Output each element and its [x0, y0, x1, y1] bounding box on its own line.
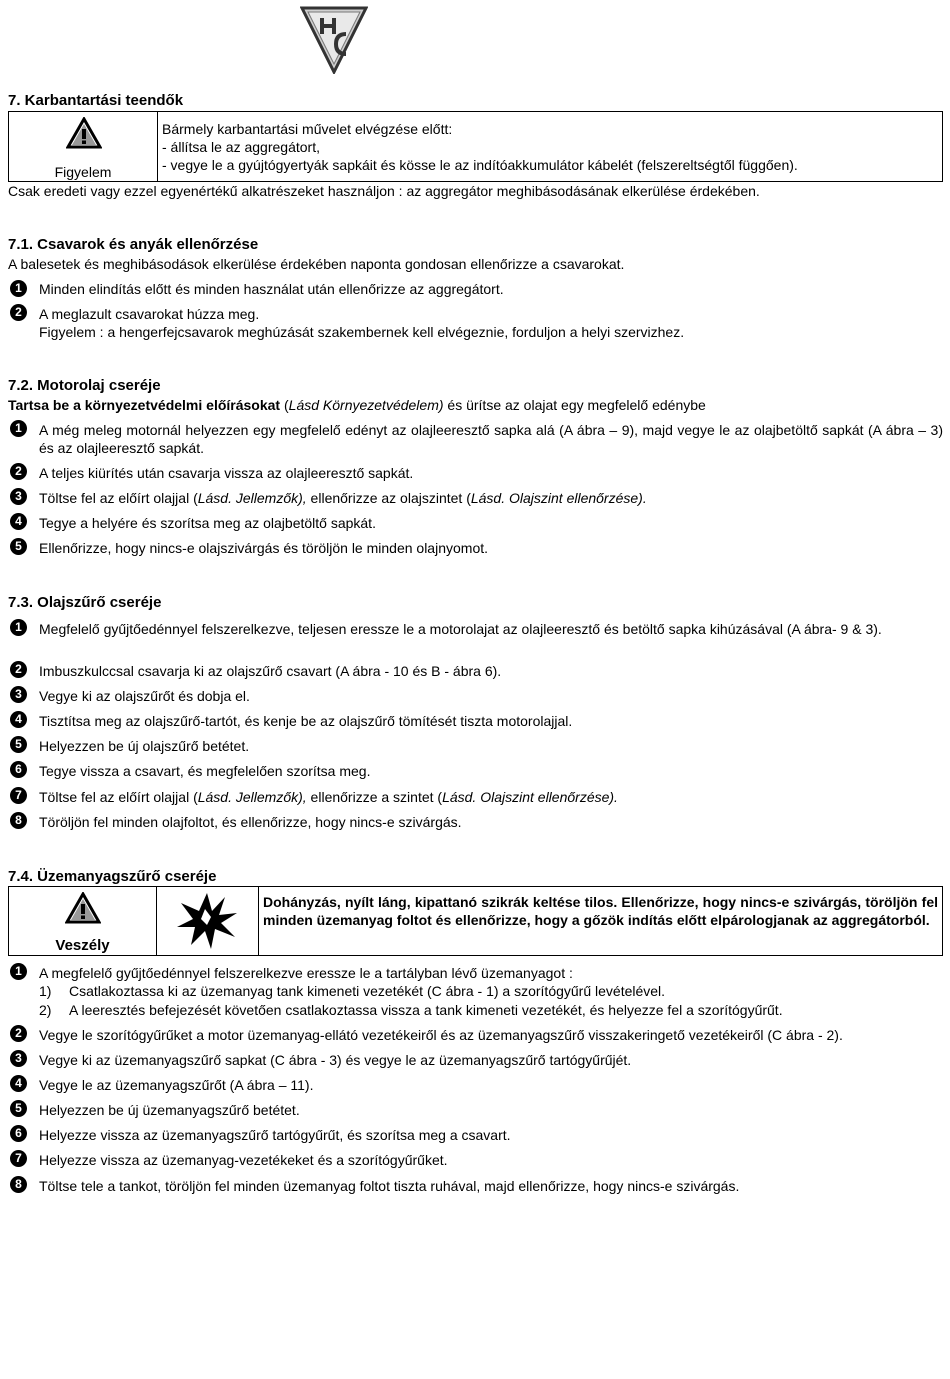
caution-line: - vegye le a gyújtógyertyák sapkáit és kösse le az indítóakkumulátor kábelét (felszereltségtől függően). [162, 157, 798, 173]
step-number: 3 [10, 1050, 27, 1067]
section-title: 7. Karbantartási teendők [8, 92, 184, 109]
explosion-icon [175, 891, 239, 951]
section-7-4-title: 7.4. Üzemanyagszűrő cseréje [8, 868, 217, 885]
section-7-2-intro [8, 396, 706, 414]
section-7-2-title: 7.2. Motorolaj cseréje [8, 377, 161, 394]
step-number: 1 [10, 420, 27, 437]
intro-italic: Lásd Környezetvédelem) [288, 397, 444, 413]
step-text: Töltse tele a tankot, töröljön fel minden üzemanyag foltot tiszta ruhával, majd ellenőrizze, hogy nincs-e szivárgás. [39, 1178, 740, 1194]
step-number: 1 [10, 280, 27, 297]
step-number: 3 [10, 488, 27, 505]
sub-step: 2) A leeresztés befejezését követően csatlakoztassa vissza a tank kimeneti vezetékét, és helyezze fel a szorítógyűrűt. [39, 1002, 783, 1018]
danger-text-cell [259, 887, 943, 956]
intro-paren: ( [280, 397, 289, 413]
step-text: Vegye ki az olajszűrőt és dobja el. [39, 688, 250, 704]
danger-text: Dohányzás, nyílt láng, kipattanó szikrák keltése tilos. Ellenőrizze, hogy nincs-e szivárgás, töröljön fel minden üzemanyag foltot és ellenőrizze, hogy a gőzök indítás előtt elpárologjanak az aggregátorból. [263, 894, 938, 928]
intro-rest: és ürítse az olajat egy megfelelő edénybe [443, 397, 706, 413]
caution-line: - állítsa le az aggregátort, [162, 139, 320, 155]
warning-icon [66, 117, 102, 149]
step-number: 5 [10, 1100, 27, 1117]
step-text: Vegye le szorítógyűrűket a motor üzemanyag-ellátó vezetékeiről és az üzemanyagszűrő visszakeringető vezetékeiről (C ábra - 2). [39, 1027, 843, 1043]
step-note: Figyelem : a hengerfejcsavarok meghúzását szakembernek kell elvégeznie, forduljon a helyi szervizhez. [39, 324, 685, 340]
step-number: 4 [10, 513, 27, 530]
step-text: Ellenőrizze, hogy nincs-e olajszivárgás és töröljön le minden olajnyomot. [39, 540, 489, 556]
caution-cell [9, 112, 158, 182]
step-number: 3 [10, 686, 27, 703]
step-number: 1 [10, 963, 27, 980]
step-text: A teljes kiürítés után csavarja vissza az olajleeresztő sapkát. [39, 465, 414, 481]
step-number: 1 [10, 619, 27, 636]
warning-icon [65, 892, 101, 924]
step-number: 5 [10, 538, 27, 555]
step-number: 8 [10, 1176, 27, 1193]
step-text: A még meleg motornál helyezzen egy megfelelő edényt az olajleeresztő sapka alá (A ábra – 9), majd vegye le az olajbetöltő sapkát (A ábra – 3) és az olajleeresztő sapkát. [39, 422, 943, 456]
danger-box [8, 886, 943, 956]
step-text: Vegye ki az üzemanyagszűrő sapkat (C ábra - 3) és vegye le az üzemanyagszűrő tartógyűrűjét. [39, 1052, 632, 1068]
section-7-1-title: 7.1. Csavarok és anyák ellenőrzése [8, 236, 259, 253]
step-number: 2 [10, 1025, 27, 1042]
step-text: Helyezze vissza az üzemanyagszűrő tartógyűrűt, és szorítsa meg a csavart. [39, 1127, 511, 1143]
step-text: Helyezzen be új olajszűrő betétet. [39, 738, 250, 754]
step-number: 2 [10, 304, 27, 321]
step-text: Imbuszkulccsal csavarja ki az olajszűrő csavart (A ábra - 10 és B - ábra 6). [39, 663, 502, 679]
step-number: 5 [10, 736, 27, 753]
step-number: 7 [10, 1150, 27, 1167]
step-text: Megfelelő gyűjtőedénnyel felszerelkezve, teljesen eressze le a motorolajat az olajleeresztő és betöltő sapka kihúzásával (A ábra- 9 & 3). [39, 621, 882, 637]
intro-bold: Tartsa be a környezetvédelmi előírásokat [8, 397, 281, 413]
section-7-1-intro: A balesetek és meghibásodások elkerülése érdekében naponta gondosan ellenőrizze a csavarokat. [8, 256, 625, 272]
danger-label: Veszély [55, 937, 110, 954]
section-7-3-title: 7.3. Olajszűrő cseréje [8, 594, 162, 611]
step-number: 4 [10, 711, 27, 728]
step-text: Helyezze vissza az üzemanyag-vezetékeket és a szorítógyűrűket. [39, 1152, 448, 1168]
step-text: Tegye vissza a csavart, és megfelelően szorítsa meg. [39, 763, 371, 779]
step-text: Töltse fel az előírt olajjal (Lásd. Jellemzők), ellenőrizze a szintet (Lásd. Olajszint ellenőrzése). [39, 789, 618, 805]
step-number: 2 [10, 661, 27, 678]
step-number: 2 [10, 463, 27, 480]
danger-explosion-cell [157, 887, 259, 956]
step-text: Töröljön fel minden olajfoltot, és ellenőrizze, hogy nincs-e szivárgás. [39, 814, 462, 830]
step-text: Vegye le az üzemanyagszűrőt (A ábra – 11). [39, 1077, 314, 1093]
brand-logo [300, 4, 368, 74]
step-text: Tisztítsa meg az olajszűrő-tartót, és kenje be az olajszűrő tömítését tiszta motorolajjal. [39, 713, 573, 729]
step-text: Tegye a helyére és szorítsa meg az olajbetöltő sapkát. [39, 515, 376, 531]
step-text: Helyezzen be új üzemanyagszűrő betétet. [39, 1102, 300, 1118]
caution-label: Figyelem [54, 164, 112, 180]
danger-warning-cell [9, 887, 157, 956]
parts-note: Csak eredeti vagy ezzel egyenértékű alkatrészeket használjon : az aggregátor meghibásodásának elkerülése érdekében. [8, 183, 760, 199]
step-number: 8 [10, 812, 27, 829]
step-text: A meglazult csavarokat húzza meg. [39, 306, 260, 322]
caution-text [158, 112, 943, 182]
step-number: 6 [10, 1125, 27, 1142]
sub-step: 1) Csatlakoztassa ki az üzemanyag tank kimeneti vezetékét (C ábra - 1) a szorítógyűrű levételével. [39, 983, 666, 999]
step-text: A megfelelő gyűjtőedénnyel felszerelkezve eressze le a tartályban lévő üzemanyagot : [39, 965, 573, 981]
step-number: 7 [10, 787, 27, 804]
caution-line: Bármely karbantartási művelet elvégzése előtt: [162, 121, 453, 137]
step-text: Töltse fel az előírt olajjal (Lásd. Jellemzők), ellenőrizze az olajszintet (Lásd. Olajszint ellenőrzése). [39, 490, 647, 506]
step-text: Minden elindítás előtt és minden használat után ellenőrizze az aggregátort. [39, 281, 504, 297]
caution-box [8, 111, 943, 182]
step-number: 6 [10, 761, 27, 778]
step-number: 4 [10, 1075, 27, 1092]
